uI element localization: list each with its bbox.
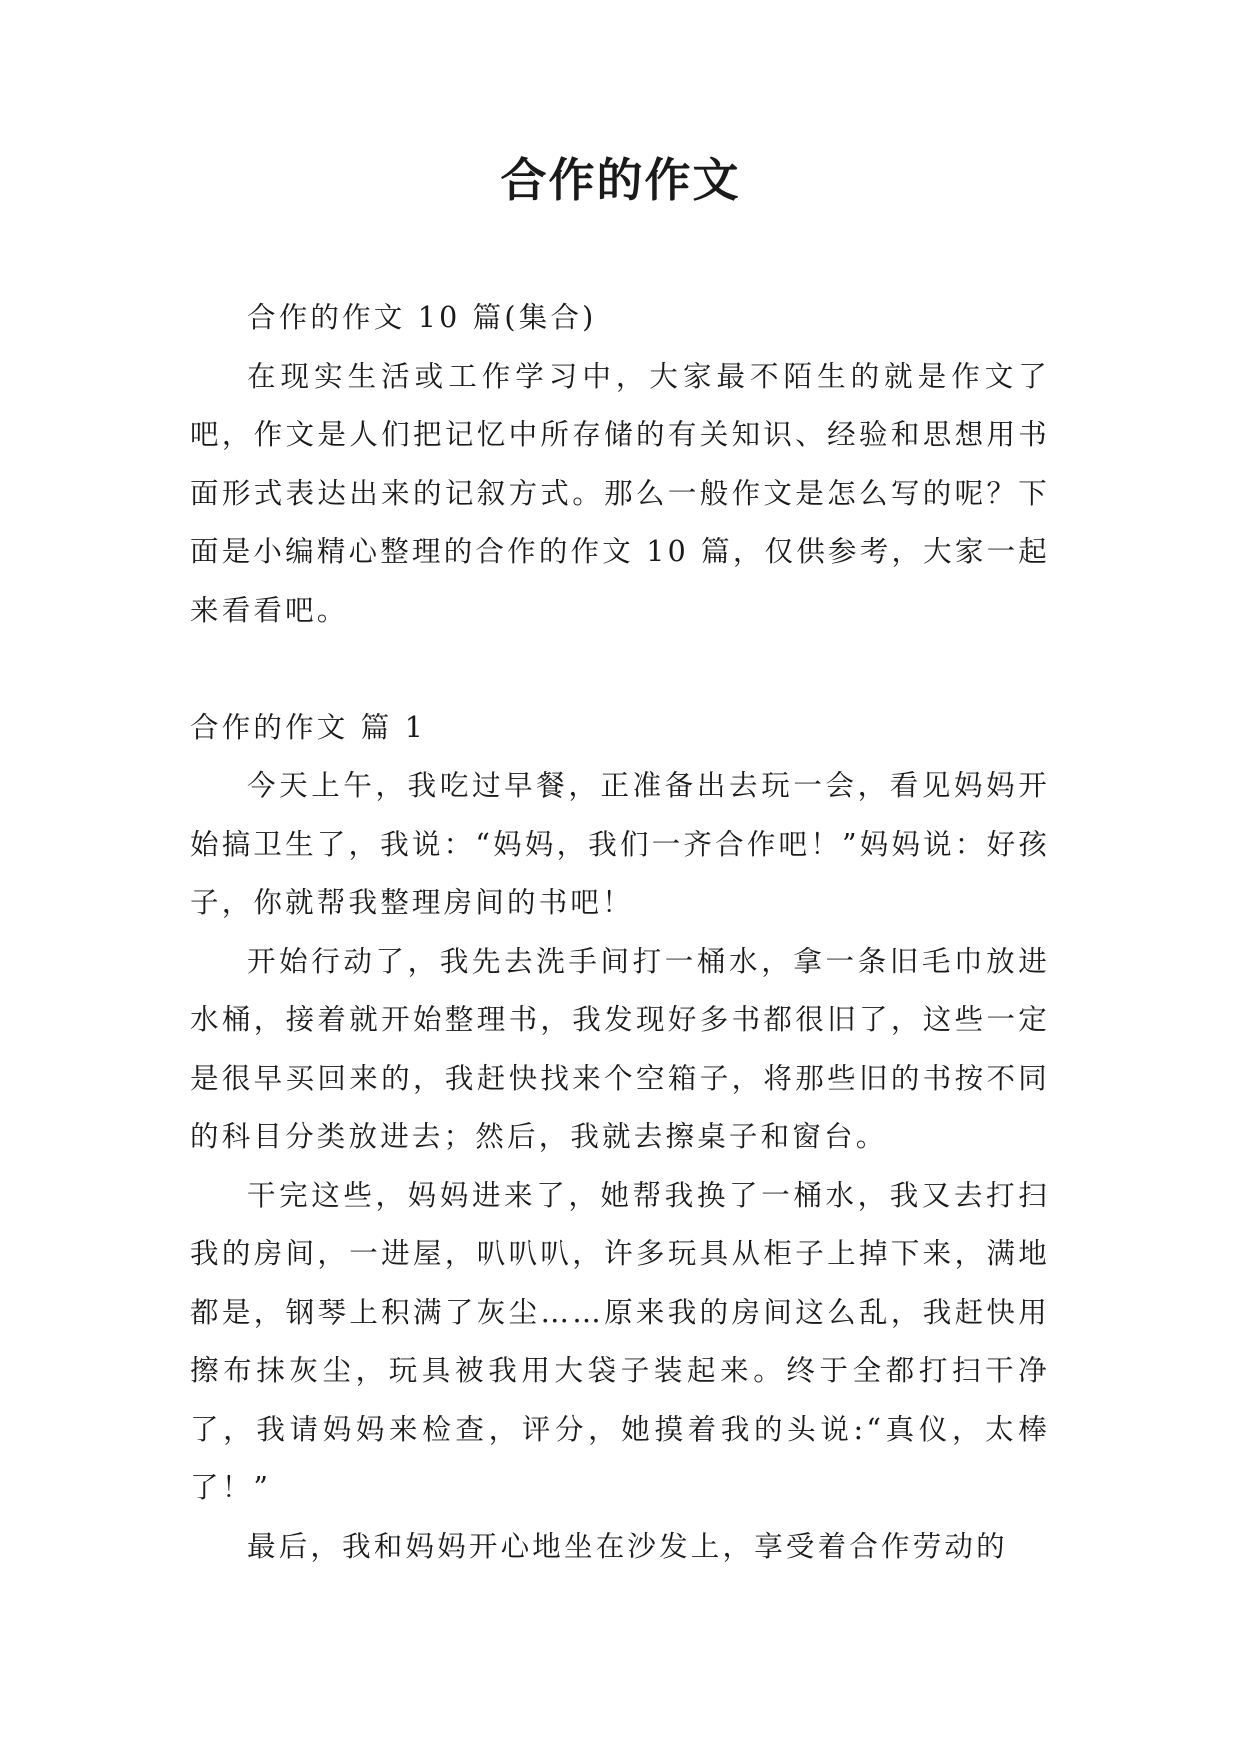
- document-title: 合作的作文: [500, 153, 741, 207]
- document-subtitle: 合作的作文 10 篇(集合): [247, 301, 597, 334]
- body-paragraph: 干完这些，妈妈进来了，她帮我换了一桶水，我又去打扫我的房间，一进屋，叭叭叭，许多玩具从柜子上掉下来，满地都是，钢琴上积满了灰尘……原来我的房间这么乱，我赶快用擦布抹灰尘，玩具被我用大袋子装起来。终于全都打扫干净了，我请妈妈来检查，评分，她摸着我的头说:“真仪，太棒了！”: [190, 1178, 1050, 1504]
- intro-paragraph: 在现实生活或工作学习中，大家最不陌生的就是作文了吧，作文是人们把记忆中所存储的有关知识、经验和思想用书面形式表达出来的记叙方式。那么一般作文是怎么写的呢？下面是小编精心整理的合作的作文 10 篇，仅供参考，大家一起来看看吧。: [190, 359, 1050, 627]
- document-body: [190, 289, 1050, 1576]
- body-paragraph: 开始行动了，我先去洗手间打一桶水，拿一条旧毛巾放进水桶，接着就开始整理书，我发现好多书都很旧了，这些一定是很早买回来的，我赶快找来个空箱子，将那些旧的书按不同的科目分类放进去；然后，我就去擦桌子和窗台。: [190, 944, 1050, 1153]
- body-paragraph: 今天上午，我吃过早餐，正准备出去玩一会，看见妈妈开始搞卫生了，我说：“妈妈，我们一齐合作吧！”妈妈说：好孩子，你就帮我整理房间的书吧！: [190, 769, 1050, 919]
- body-paragraph: 最后，我和妈妈开心地坐在沙发上，享受着合作劳动的: [247, 1529, 1008, 1563]
- section-heading: 合作的作文 篇 1: [190, 710, 427, 744]
